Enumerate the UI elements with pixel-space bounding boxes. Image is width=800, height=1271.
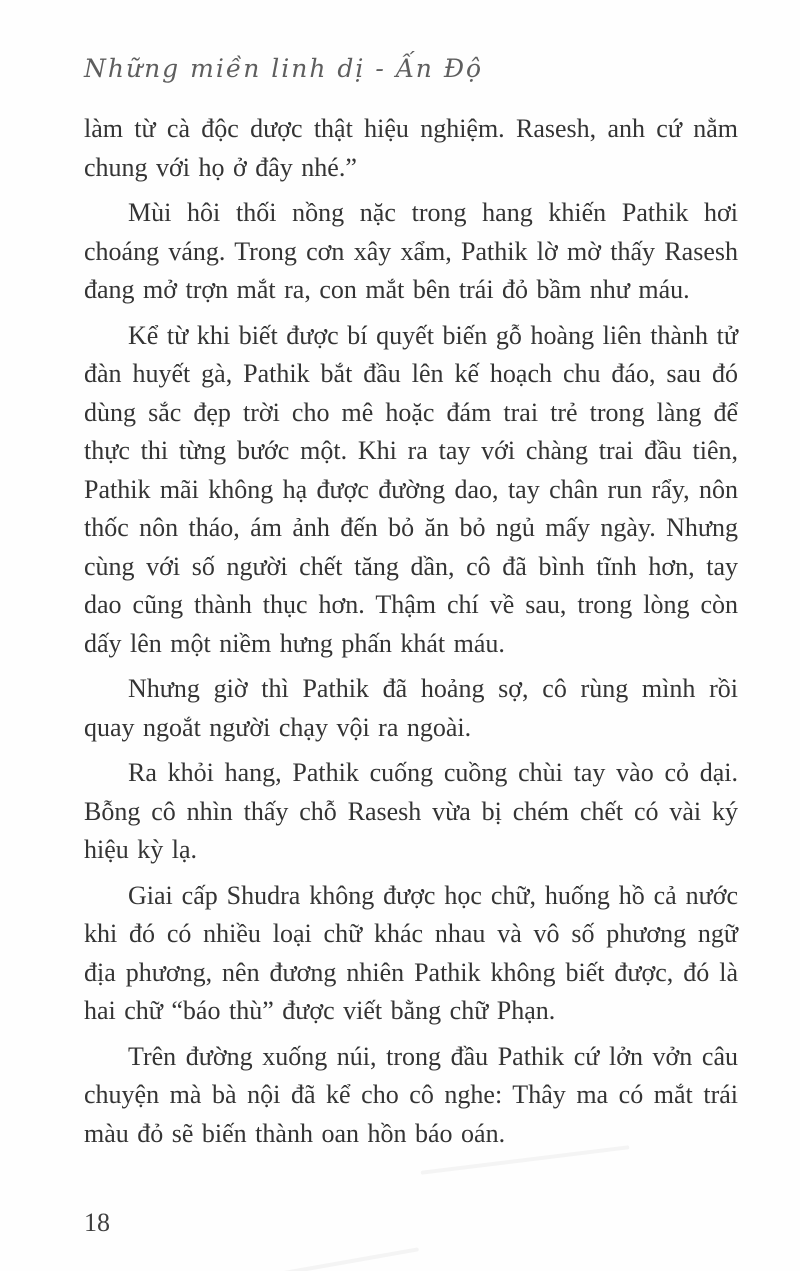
paragraph: Giai cấp Shudra không được học chữ, huống hồ cả nước khi đó có nhiều loại chữ khác nhau và vô số phương ngữ địa phương, nên đương nhiên Pathik không biết được, đó là hai chữ “báo thù” được viết bằng chữ Phạn.	[84, 880, 738, 1025]
paragraph: Kể từ khi biết được bí quyết biến gỗ hoàng liên thành tử đàn huyết gà, Pathik bắt đầu lên kế hoạch chu đáo, sau đó dùng sắc đẹp trời cho mê hoặc đám trai trẻ trong làng để thực thi từng bước một. Khi ra tay với chàng trai đầu tiên, Pathik mãi không hạ được đường dao, tay chân run rẩy, nôn thốc nôn tháo, ám ảnh đến bỏ ăn bỏ ngủ mấy ngày. Nhưng cùng với số người chết tăng dần, cô đã bình tĩnh hơn, tay dao cũng thành thục hơn. Thậm chí về sau, trong lòng còn dấy lên một niềm hưng phấn khát máu.	[84, 320, 738, 658]
page-number: 18	[84, 1208, 110, 1237]
paragraph: Trên đường xuống núi, trong đầu Pathik cứ lởn vởn câu chuyện mà bà nội đã kể cho cô nghe: Thây ma có mắt trái màu đỏ sẽ biến thành oan hồn báo oán.	[84, 1041, 738, 1148]
scan-smudge	[251, 1247, 419, 1271]
paragraph: Nhưng giờ thì Pathik đã hoảng sợ, cô rùng mình rồi quay ngoắt người chạy vội ra ngoài.	[84, 674, 738, 742]
paragraph: Mùi hôi thối nồng nặc trong hang khiến Pathik hơi choáng váng. Trong cơn xây xẩm, Pathik lờ mờ thấy Rasesh đang mở trợn mắt ra, con mắt bên trái đỏ bầm như máu.	[84, 198, 738, 304]
paragraph: Ra khỏi hang, Pathik cuống cuồng chùi tay vào cỏ dại. Bỗng cô nhìn thấy chỗ Rasesh vừa bị chém chết có vài ký hiệu kỳ lạ.	[84, 758, 738, 864]
running-header: Những miền linh dị - Ấn Độ	[84, 54, 484, 83]
paragraph: làm từ cà độc dược thật hiệu nghiệm. Rasesh, anh cứ nằm chung với họ ở đây nhé.”	[84, 114, 738, 182]
body-text	[84, 110, 738, 1160]
